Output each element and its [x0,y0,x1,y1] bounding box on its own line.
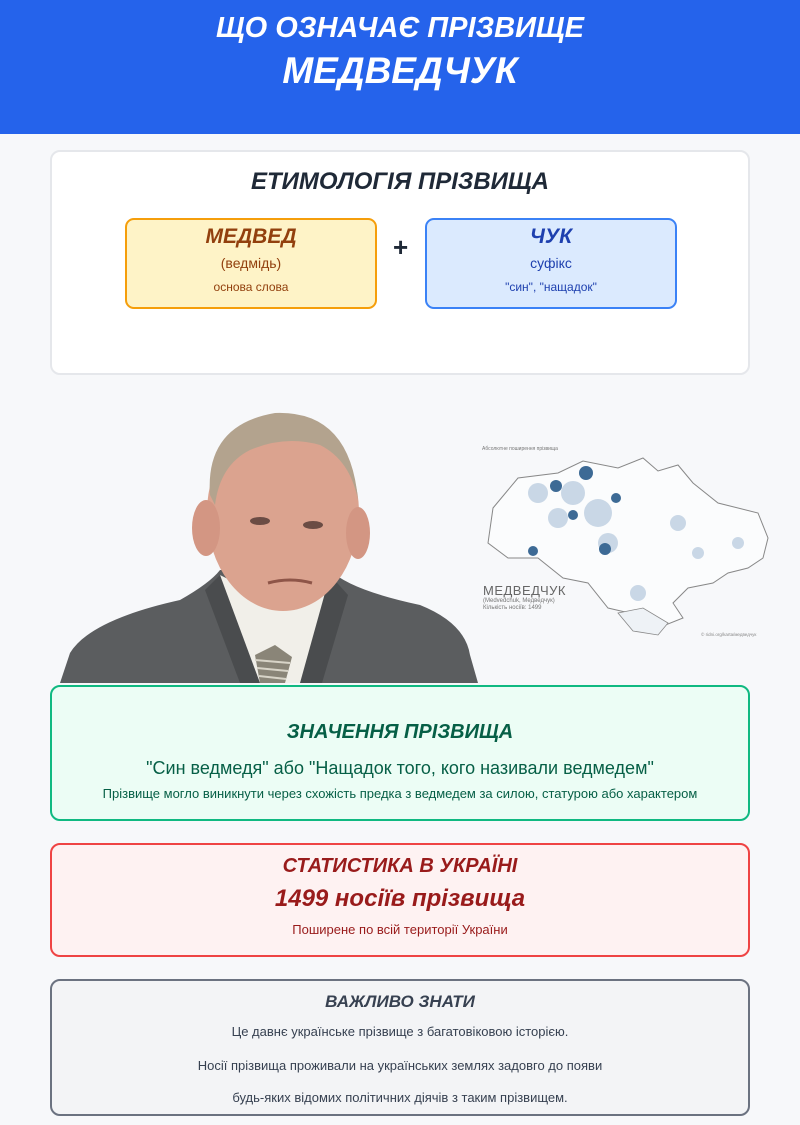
meaning-description: Прізвище могло виникнути через схожість предка з ведмедем за силою, статурою або характером [102,786,698,801]
stats-count: 1499 носіїв прізвища [274,885,526,912]
statistics-card [50,843,750,957]
root-meaning: (ведмідь) [220,255,282,271]
map-source: © ridni.org/karta/медведчук [701,632,757,637]
suffix-meaning: суфікс [530,255,572,271]
stats-title: СТАТИСТИКА В УКРАЇНІ [282,855,518,877]
info-line: Носії прізвища проживали на українських землях задовго до появи [197,1058,603,1073]
etymology-title: ЕТИМОЛОГІЯ ПРІЗВИЩА [250,168,549,195]
map-caption: Абсолютне поширення прізвища [482,446,558,452]
header-subtitle: ЩО ОЗНАЧАЄ ПРІЗВИЩЕ [215,12,584,44]
root-note: основа слова [213,280,289,294]
info-line: будь-яких відомих політичних діячів з таким прізвищем. [232,1090,568,1105]
map-title: МЕДВЕДЧУК [483,583,567,598]
suffix-part-box [425,218,677,309]
suffix-note: "син", "нащадок" [505,280,597,294]
map-count: Кількість носіїв: 1499 [483,605,542,611]
plus-icon: + [393,232,409,262]
important-info-card [50,979,750,1116]
header-title: МЕДВЕДЧУК [282,50,518,91]
meaning-card [50,685,750,821]
etymology-card [50,150,750,375]
page-header [0,0,800,134]
map-subtitle [483,598,555,612]
surname-distribution-map [478,443,770,643]
root-word: МЕДВЕД [205,225,297,248]
meaning-title: ЗНАЧЕННЯ ПРІЗВИЩА [286,721,514,743]
stats-description: Поширене по всій території України [292,922,508,937]
info-line: Це давнє українське прізвище з багатовіковою історією. [231,1024,569,1039]
info-title: ВАЖЛИВО ЗНАТИ [325,992,475,1011]
map-variants: (Medvedchuk, Медведчук) [483,598,555,604]
suffix-word: ЧУК [530,225,572,248]
ukraine-map-shape [478,443,770,643]
meaning-quote: "Син ведмедя" або "Нащадок того, кого називали ведмедем" [146,758,654,778]
root-part-box [125,218,377,309]
portrait-photo [60,405,478,683]
